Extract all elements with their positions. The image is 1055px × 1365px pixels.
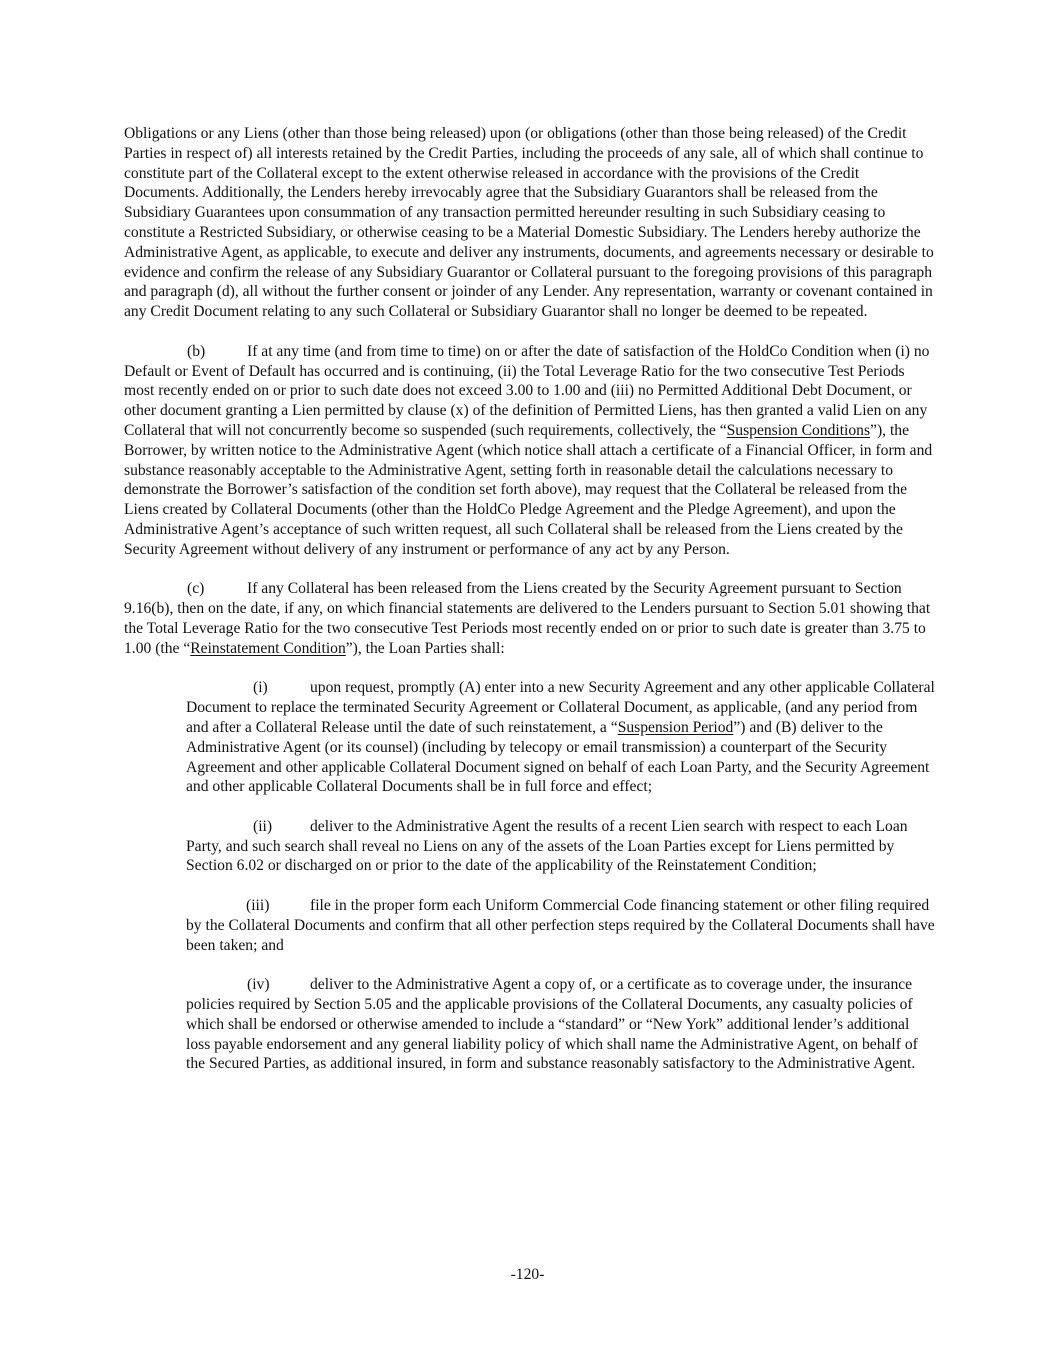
- sub-item-text: deliver to the Administrative Agent a copy of, or a certificate as to coverage under, the insurance policies required by Section 5.05 and the applicable provisions of the Collateral Documents, any casualty policies of which shall be endorsed or otherwise amended to include a “standard” or “New York” additional lender’s additional loss payable endorsement and any general liability policy of which shall name the Administrative Agent, on behalf of the Secured Parties, as additional insured, in form and substance reasonably satisfactory to the Administrative Agent.: [186, 976, 918, 1073]
- sub-item-iv: [186, 975, 936, 1074]
- sub-item-marker: (iii): [246, 897, 270, 915]
- sub-item-text: deliver to the Administrative Agent the results of a recent Lien search with respect to each Loan Party, and such search shall reveal no Liens on any of the assets of the Loan Parties except for Liens permitted by Section 6.02 or discharged on or prior to the date of the applicability of the Reinstatement Condition;: [186, 817, 908, 875]
- paragraph-marker: (c): [187, 580, 205, 598]
- paragraph-b: [124, 342, 936, 560]
- sub-item-text: file in the proper form each Uniform Commercial Code financing statement or other filing required by the Collateral Documents and confirm that all other perfection steps required by the Collateral Documents shall have been taken; and: [186, 897, 935, 954]
- sub-item-marker: (i): [253, 679, 268, 697]
- paragraph-text: ”), the Loan Parties shall:: [345, 639, 505, 657]
- paragraph-text: If at any time (and from time to time) on or after the date of satisfaction of the HoldCo Condition when (i) no Default or Event of Default has occurred and is continuing, (ii) the Total Leverage Ratio for the two consecutive Test Periods most recently ended on or prior to such date does not exceed 3.00 to 1.00 and (iii) no Permitted Additional Debt Document, or other document granting a Lien permitted by clause (x) of the definition of Permitted Liens, has then granted a valid Lien on any Collateral that will not concurrently become so suspended (such requirements, collectively, the “: [124, 342, 930, 439]
- continuation-paragraph: Obligations or any Liens (other than those being released) upon (or obligations (other than those being released) of the Credit Parties in respect of) all interests retained by the Credit Parties, including the proceeds of any sale, all of which shall continue to constitute part of the Collateral except to the extent otherwise released in accordance with the provisions of the Credit Documents. Additionally, the Lenders hereby irrevocably agree that the Subsidiary Guarantors shall be released from the Subsidiary Guarantees upon consummation of any transaction permitted hereunder resulting in such Subsidiary ceasing to constitute a Restricted Subsidiary, or otherwise ceasing to be a Material Domestic Subsidiary. The Lenders hereby authorize the Administrative Agent, as applicable, to execute and deliver any instruments, documents, and agreements necessary or desirable to evidence and confirm the release of any Subsidiary Guarantor or Collateral pursuant to the foregoing provisions of this paragraph and paragraph (d), all without the further consent or joinder of any Lender. Any representation, warranty or covenant contained in any Credit Document relating to any such Collateral or Subsidiary Guarantor shall no longer be deemed to be repeated.: [124, 125, 934, 321]
- sub-item-ii: [186, 817, 936, 876]
- sub-item-text: upon request, promptly (A) enter into a new Security Agreement and any other applicable Collateral Document to replace the terminated Security Agreement or Collateral Document, as applicable, (and any period from and after a Collateral Release until the date of such reinstatement, a “: [186, 679, 935, 736]
- sub-item-iii: [186, 896, 936, 955]
- defined-term-suspension-period: Suspension Period: [617, 718, 734, 736]
- document-page: [124, 124, 936, 1094]
- paragraph-marker: (b): [187, 342, 206, 360]
- paragraph-text: ”), the Borrower, by written notice to the Administrative Agent (which notice shall attach a certificate of a Financial Officer, in form and substance reasonably acceptable to the Administrative Agent, setting forth in reasonable detail the calculations necessary to demonstrate the Borrower’s satisfaction of the condition set forth above), may request that the Collateral be released from the Liens created by Collateral Documents (other than the HoldCo Pledge Agreement and the Pledge Agreement), and upon the Administrative Agent’s acceptance of such written request, all such Collateral shall be released from the Liens created by the Security Agreement without delivery of any instrument or performance of any act by any Person.: [124, 421, 933, 558]
- sub-item-marker: (ii): [253, 817, 273, 835]
- page-number: -120-: [510, 1266, 545, 1283]
- defined-term-suspension-conditions: Suspension Conditions: [726, 421, 871, 439]
- paragraph-c: [124, 579, 936, 658]
- defined-term-reinstatement-condition: Reinstatement Condition: [190, 639, 346, 657]
- sub-item-text: ”) and (B) deliver to the Administrative Agent (or its counsel) (including by telecopy or email transmission) a counterpart of the Security Agreement and other applicable Collateral Document signed on behalf of each Loan Party, and the Security Agreement and other applicable Collateral Documents shall be in full force and effect;: [186, 718, 930, 796]
- sub-item-marker: (iv): [247, 976, 270, 994]
- sub-item-i: [186, 678, 936, 797]
- paragraph-text: If any Collateral has been released from the Liens created by the Security Agreement pursuant to Section 9.16(b), then on the date, if any, on which financial statements are delivered to the Lenders pursuant to Section 5.01 showing that the Total Leverage Ratio for the two consecutive Test Periods most recently ended on or prior to such date is greater than 3.75 to 1.00 (the “: [124, 580, 931, 657]
